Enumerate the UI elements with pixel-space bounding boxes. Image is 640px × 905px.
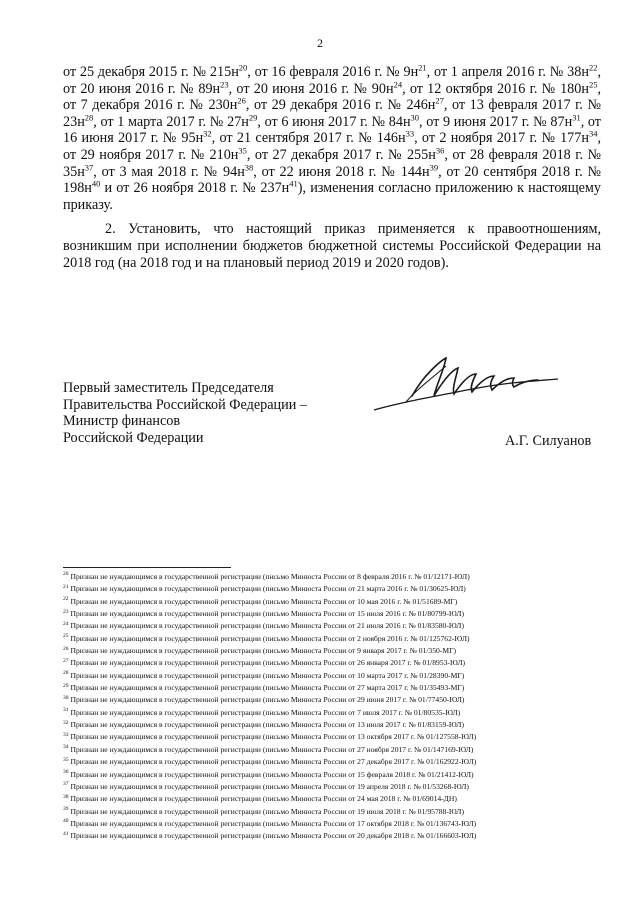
footnote-ref: 33 (405, 128, 415, 139)
signatory-title-line: Министр финансов (63, 413, 181, 430)
footnote-number: 27 (63, 657, 69, 664)
signatory-name: А.Г. Силуанов (505, 433, 592, 449)
signatory-title-line: Российской Федерации (63, 429, 204, 446)
footnote-number: 38 (63, 793, 69, 800)
text-run: , от 22 июня 2018 г. № 144н (253, 163, 430, 180)
footnote-ref: 21 (418, 62, 427, 73)
footnote-text: Признан не нуждающимся в государственной регистрации (письмо Минюста России от 27 марта 2017 г. № 01/35493-МГ) (70, 683, 465, 693)
footnote-ref: 41 (289, 178, 298, 189)
footnote-number: 23 (63, 608, 69, 615)
text-run: , от 27 декабря 2017 г. № 255н (246, 146, 436, 163)
footnote-ref: 36 (435, 145, 445, 156)
footnote-number: 31 (63, 707, 69, 714)
footnote-text: Признан не нуждающимся в государственной регистрации (письмо Минюста России от 13 октября 2017 г. № 01/127558-ЮЛ) (70, 732, 477, 742)
footnote-number: 28 (63, 670, 69, 677)
footnote-text: Признан не нуждающимся в государственной регистрации (письмо Минюста России от 27 декабря 2017 г. № 01/162922-ЮЛ) (70, 757, 477, 767)
footnote-text: Признан не нуждающимся в государственной регистрации (письмо Минюста России от 24 мая 2018 г. № 01/69014-ДН) (70, 794, 457, 804)
footnote-ref: 31 (572, 112, 581, 123)
footnote-text: Признан не нуждающимся в государственной регистрации (письмо Минюста России от 10 мая 2016 г. № 01/51689-МГ) (70, 596, 458, 606)
text-run: ), изменения согласно приложению к настоящему приказу. (63, 180, 601, 213)
text-run: , от 29 ноября 2017 г. № 210н (63, 130, 602, 163)
footnote-number: 41 (63, 830, 69, 837)
footnotes (63, 571, 603, 843)
footnote-text: Признан не нуждающимся в государственной регистрации (письмо Минюста России от 19 апреля 2018 г. № 01/53268-ЮЛ) (70, 781, 469, 791)
footnote-ref: 27 (435, 95, 444, 106)
footnote-text: Признан не нуждающимся в государственной регистрации (письмо Минюста России от 26 января 2017 г. № 01/8953-ЮЛ) (70, 658, 466, 668)
footnote (63, 657, 603, 669)
footnote-number: 25 (63, 633, 69, 640)
footnote (63, 620, 603, 632)
footnote-ref: 24 (393, 78, 403, 89)
footnote-text: Признан не нуждающимся в государственной регистрации (письмо Минюста России от 8 февраля 2016 г. № 01/12171-ЮЛ) (70, 572, 470, 581)
footnote (63, 744, 603, 756)
footnote-text: Признан не нуждающимся в государственной регистрации (письмо Минюста России от 17 октября 2018 г. № 01/136743-ЮЛ) (70, 818, 477, 828)
text-run: от 25 декабря 2015 г. № 215н (63, 64, 239, 80)
footnote-text: Признан не нуждающимся в государственной регистрации (письмо Минюста России от 21 марта 2016 г. № 01/30625-ЮЛ) (70, 584, 466, 594)
text-run: , от 9 июня 2017 г. № 87н (419, 113, 573, 130)
footnote (63, 682, 603, 694)
text-run: , от 20 сентября 2018 г. № 198н (63, 163, 601, 197)
footnote (63, 806, 603, 818)
text-run: , от 16 февраля 2016 г. № 9н (247, 64, 419, 80)
footnote (63, 781, 603, 793)
footnote-ref: 20 (238, 62, 248, 73)
footnote-number: 20 (63, 571, 69, 578)
footnote (63, 756, 603, 768)
footnote-number: 22 (63, 596, 69, 603)
footnote-text: Признан не нуждающимся в государственной регистрации (письмо Минюста России от 7 июля 2017 г. № 01/80535-ЮЛ) (70, 707, 461, 717)
footnote-ref: 30 (410, 112, 420, 123)
text-run: , от 21 сентября 2017 г. № 146н (211, 130, 406, 147)
footnote-ref: 23 (220, 78, 229, 89)
footnote (63, 731, 603, 743)
text-run: и от 26 ноября 2018 г. № 237н (100, 180, 290, 197)
footnote-ref: 38 (244, 161, 254, 172)
text-run: , от 28 февраля 2018 г. № 35н (63, 146, 602, 180)
footnote-ref: 39 (429, 161, 439, 172)
footnote (63, 670, 603, 682)
footnote-text: Признан не нуждающимся в государственной регистрации (письмо Минюста России от 21 июля 2016 г. № 01/83580-ЮЛ) (70, 621, 464, 631)
signatory-title (63, 380, 307, 446)
footnote-number: 35 (63, 756, 69, 763)
footnote (63, 793, 603, 805)
text-run: , от 20 июня 2016 г. № 90н (228, 80, 394, 97)
footnote-number: 32 (63, 719, 69, 726)
text-run: , от 3 мая 2018 г. № 94н (93, 163, 245, 180)
footnote-number: 21 (63, 583, 69, 590)
footnote-ref: 35 (238, 145, 247, 156)
footnote-text: Признан не нуждающимся в государственной регистрации (письмо Минюста России от 15 июля 2016 г. № 01/80799-ЮЛ) (70, 609, 464, 619)
footnote-text: Признан не нуждающимся в государственной регистрации (письмо Минюста России от 29 июня 2017 г. № 01/77450-ЮЛ) (70, 695, 465, 705)
footnote (63, 694, 603, 706)
text-run: , от 16 июня 2017 г. № 95н (63, 113, 602, 147)
text-run: , от 6 июня 2017 г. № 84н (257, 113, 411, 130)
footnote-ref: 34 (588, 128, 598, 139)
footnote-text: Признан не нуждающимся в государственной регистрации (письмо Минюста России от 15 февраля 2018 г. № 01/21412-ЮЛ) (70, 769, 474, 779)
footnote (63, 571, 603, 583)
text-run: , от 2 ноября 2017 г. № 177н (414, 130, 589, 147)
handwritten-signature (372, 352, 562, 418)
footnote (63, 596, 603, 608)
text-run: , от 1 марта 2017 г. № 27н (93, 113, 249, 130)
footnote-text: Признан не нуждающимся в государственной регистрации (письмо Минюста России от 27 ноября 2017 г. № 01/147169-ЮЛ) (70, 744, 474, 754)
footnote-separator (63, 567, 231, 568)
text-run: , от 7 декабря 2016 г. № 230н (63, 80, 601, 114)
text-run: , от 13 февраля 2017 г. № 23н (63, 97, 601, 130)
footnote-number: 36 (63, 768, 69, 775)
page-number: 2 (317, 36, 323, 50)
footnote-ref: 29 (248, 112, 258, 123)
footnote (63, 633, 603, 645)
body-text (63, 64, 601, 271)
footnote-ref: 40 (91, 178, 101, 189)
footnote-text: Признан не нуждающимся в государственной регистрации (письмо Минюста России от 10 марта 2017 г. № 01/28390-МГ) (70, 670, 465, 680)
footnote (63, 769, 603, 781)
text-run: , от 12 октября 2016 г. № 180н (402, 80, 589, 97)
signatory-title-line: Первый заместитель Председателя (63, 380, 274, 396)
footnote-text: Признан не нуждающимся в государственной регистрации (письмо Минюста России от 13 июля 2017 г. № 01/83159-ЮЛ) (70, 720, 464, 730)
footnote-number: 37 (63, 781, 69, 788)
footnote-text: Признан не нуждающимся в государственной регистрации (письмо Минюста России от 20 декабря 2018 г. № 01/166603-ЮЛ) (70, 831, 477, 841)
footnote-number: 39 (63, 806, 69, 812)
footnote (63, 645, 603, 657)
footnote-number: 26 (63, 645, 69, 652)
footnote-number: 29 (63, 682, 69, 689)
footnote (63, 719, 603, 731)
footnote (63, 830, 603, 842)
text-run: , от 29 декабря 2016 г. № 246н (245, 97, 436, 114)
paragraph-1 (63, 64, 601, 213)
footnote (63, 818, 603, 830)
footnote-ref: 37 (84, 161, 94, 172)
footnote-text: Признан не нуждающимся в государственной регистрации (письмо Минюста России от 2 ноября 2016 г. № 01/125762-ЮЛ) (70, 633, 470, 643)
text-run: , от 20 июня 2016 г. № 89н (63, 64, 601, 97)
footnote-text: Признан не нуждающимся в государственной регистрации (письмо Минюста России от 19 июля 2018 г. № 01/95788-ЮЛ) (70, 806, 464, 816)
footnote-number: 40 (63, 818, 69, 825)
footnote-text: Признан не нуждающимся в государственной регистрации (письмо Минюста России от 9 января 2017 г. № 01/350-МГ) (70, 646, 457, 656)
paragraph-2: 2. Установить, что настоящий приказ применяется к правоотношениям, возникшим при исполнении бюджетов бюджетной системы Российской Федерации на 2018 год (на 2018 год и на плановый период 2019 и 2020 годов). (63, 221, 601, 271)
footnote-ref: 28 (84, 112, 94, 123)
text-run: , от 1 апреля 2016 г. № 38н (426, 64, 589, 80)
footnote (63, 583, 603, 595)
footnote (63, 707, 603, 719)
footnote-ref: 26 (237, 95, 246, 106)
footnote-ref: 32 (203, 128, 212, 139)
footnote-number: 33 (63, 731, 69, 738)
footnote-ref: 22 (588, 62, 598, 73)
footnote-ref: 25 (588, 78, 598, 89)
footnote (63, 608, 603, 620)
footnote-number: 34 (63, 744, 69, 751)
signatory-title-line: Правительства Российской Федерации – (63, 396, 307, 413)
footnote-number: 24 (63, 620, 69, 627)
footnote-number: 30 (63, 694, 69, 701)
